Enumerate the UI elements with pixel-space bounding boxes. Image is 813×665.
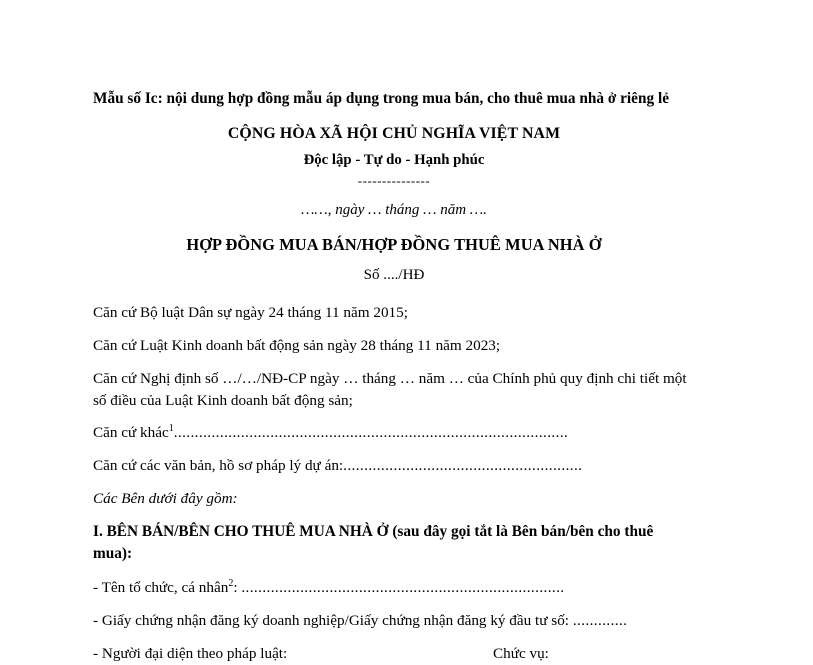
contract-number: Số ..../HĐ [363,267,425,284]
divider-rule: --------------- [357,173,431,189]
section-heading-i: I. BÊN BÁN/BÊN CHO THUÊ MUA NHÀ Ở (sau đây gọi tắt là Bên bán/bên cho thuê mua): [93,523,654,563]
date-line: ……, ngày … tháng … năm …. [301,201,487,218]
field-position: Chức vụ: [493,645,549,663]
field-dots: ............. [572,612,628,630]
basis-item: Căn cứ Nghị định số …/…/NĐ-CP ngày … tháng … năm … của Chính phủ quy định chi tiết một số điều của Luật Kinh doanh bất động sản; [93,369,687,409]
basis-docs-label: Căn cứ các văn bản, hồ sơ pháp lý dự án: [93,457,344,475]
field-legal-representative: - Người đại diện theo pháp luật: [93,645,288,663]
field-label: - Giấy chứng nhận đăng ký doanh nghiệp/Giấy chứng nhận đăng ký đầu tư số: [93,612,570,630]
basis-other-dots: .............................................................................................. [173,424,569,442]
field-label: - Tên tổ chức, cá nhân [93,579,229,597]
basis-item: Căn cứ Bộ luật Dân sự ngày 24 tháng 11 năm 2015; [93,303,408,321]
footnote-marker: 2 [228,578,234,590]
basis-docs-line [93,455,695,477]
field-business-registration [93,610,695,632]
contract-title: HỢP ĐỒNG MUA BÁN/HỢP ĐỒNG THUÊ MUA NHÀ Ở [186,234,602,254]
field-legal-representative-row [93,643,695,665]
footnote-marker: 1 [168,423,174,435]
field-org-name [93,577,695,599]
basis-other-label: Căn cứ khác [93,424,169,442]
field-dots: ............................................................................. [241,579,565,597]
nation-title: CỘNG HÒA XÃ HỘI CHỦ NGHĨA VIỆT NAM [227,125,561,143]
basis-item: Căn cứ Luật Kinh doanh bất động sản ngày 28 tháng 11 năm 2023; [93,336,501,354]
national-motto: Độc lập - Tự do - Hạnh phúc [303,151,485,168]
basis-other-line [93,422,695,444]
basis-docs-dots: ......................................................... [343,457,583,475]
form-heading: Mẫu số Ic: nội dung hợp đồng mẫu áp dụng trong mua bán, cho thuê mua nhà ở riêng lẻ [93,90,669,107]
parties-intro: Các Bên dưới đây gồm: [93,490,238,508]
document-body [93,88,695,665]
field-separator: : [233,579,242,597]
